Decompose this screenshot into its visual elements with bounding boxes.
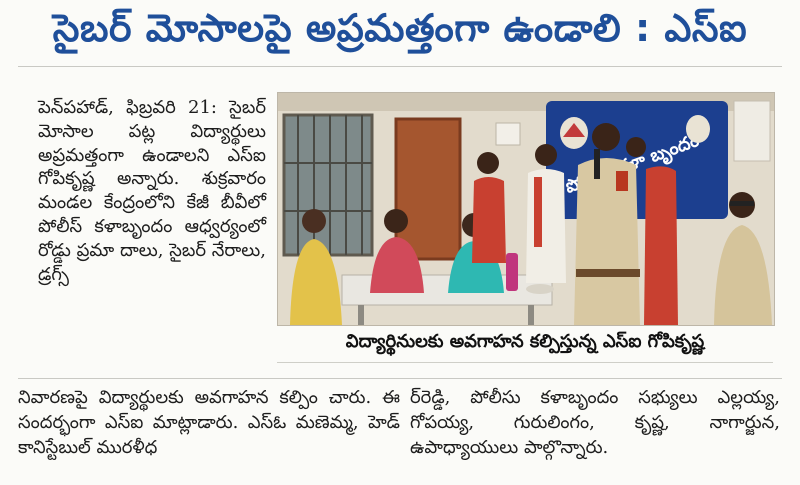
photo-illustration: [278, 93, 774, 325]
article-body-bottom-left: [18, 385, 400, 460]
section-divider: [18, 378, 782, 379]
headline-divider: [18, 66, 782, 67]
headline: సైబర్ మోసాలపై అప్రమత్తంగా ఉండాలి : ఎస్ఐ: [52, 6, 748, 50]
article-paragraph: ర్‌రెడ్డి, పోలీసు కళాబృందం సభ్యులు ఎల్లయ్య, గోపయ్య, గురులింగం, కృష్ణ, నాగార్జున, ఉపాధ్యాయులు పాల్గొన్నారు.: [410, 387, 780, 458]
police-banner: [546, 101, 728, 219]
article-paragraph: పెన్‌పహాడ్, ఫిబ్రవరి 21: సైబర్ మోసాల పట్ల విద్యార్థులు అప్రమత్తంగా ఉండాలని ఎస్ఐ గోపికృష్ణ అన్నారు. శుక్రవారం మండల కేంద్రంలోని కేజీ బీవీలో పోలీస్ కళాబృందం ఆధ్వర్యంలో రోడ్డు ప్రమా దాలు, సైబర్ నేరాలు, డ్రగ్స్: [38, 97, 266, 285]
news-photo: [277, 92, 775, 326]
banner-text: బృందం: [647, 129, 702, 167]
photo-caption: విద్యార్థినులకు అవగాహన కల్పిస్తున్న ఎస్ఐ గోపికృష్ణ: [277, 324, 773, 363]
article-body-left: [38, 96, 266, 286]
article-paragraph: నివారణపై విద్యార్థులకు అవగాహన కల్పిం చారు. ఈ సందర్భంగా ఎస్ఐ మాట్లాడారు. ఎస్ఓ మణెమ్మ, హెడ్ కానిస్టేబుల్ మురళీధ: [18, 387, 400, 458]
article-body-bottom-right: [410, 385, 780, 460]
